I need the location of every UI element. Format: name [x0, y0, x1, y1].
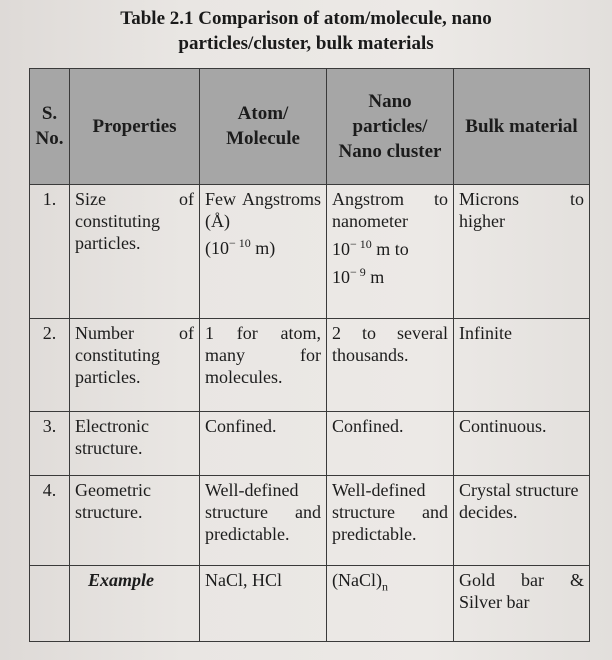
atom-cell: 1 for atom, many for molecules.: [200, 319, 327, 411]
table-row: [30, 565, 590, 641]
nano-cell: [327, 184, 454, 319]
property-cell-example: Example: [70, 565, 200, 641]
header-row: [30, 69, 590, 185]
formula-unit: m): [250, 237, 276, 258]
table-row: [30, 476, 590, 565]
formula-subscript: n: [381, 579, 388, 594]
bulk-cell: Gold bar & Silver bar: [454, 565, 590, 641]
header-properties: Properties: [70, 69, 200, 185]
bulk-cell: Continuous.: [454, 411, 590, 475]
bulk-cell: Microns to higher: [454, 184, 590, 319]
nano-cell: Confined.: [327, 411, 454, 475]
nano-size-formula-2: [332, 266, 448, 288]
atom-size-formula: [205, 237, 321, 259]
formula-exponent: − 9: [350, 264, 366, 279]
formula-base: (NaCl): [332, 569, 382, 590]
comparison-table: [29, 68, 590, 642]
property-cell: Number of constituting particles.: [70, 319, 200, 411]
header-sno: S. No.: [30, 69, 70, 185]
table-row: [30, 184, 590, 319]
nano-cell: [327, 565, 454, 641]
bulk-cell: Infinite: [454, 319, 590, 411]
formula-exponent: − 10: [350, 236, 372, 251]
formula-exponent: − 10: [229, 235, 251, 250]
header-bulk: Bulk material: [454, 69, 590, 185]
table-row: [30, 319, 590, 411]
formula-unit: m to: [371, 238, 409, 259]
caption-line-2: particles/cluster, bulk materials: [178, 33, 434, 54]
bulk-cell: Crystal structure decides.: [454, 476, 590, 565]
row-number: 1.: [30, 184, 70, 319]
property-cell: Electronic structure.: [70, 411, 200, 475]
header-nano: Nano particles/ Nano cluster: [327, 69, 454, 185]
atom-cell: [200, 184, 327, 319]
formula-base: 10: [332, 266, 350, 287]
nano-size-text: Angstrom to nanometer: [332, 188, 448, 231]
atom-cell: Confined.: [200, 411, 327, 475]
row-number: 3.: [30, 411, 70, 475]
caption-line-1: Table 2.1 Comparison of atom/molecule, nano: [120, 8, 492, 29]
table-row: [30, 411, 590, 475]
formula-base: 10: [332, 238, 350, 259]
atom-cell: Well-defined structure and predictable.: [200, 476, 327, 565]
row-number: [30, 565, 70, 641]
atom-size-text: Few Angstroms (Å): [205, 188, 321, 231]
formula-unit: m: [365, 266, 385, 287]
row-number: 2.: [30, 319, 70, 411]
table-caption: [0, 6, 612, 56]
property-cell: Geometric structure.: [70, 476, 200, 565]
row-number: 4.: [30, 476, 70, 565]
formula-base: (10: [205, 237, 229, 258]
atom-cell: NaCl, HCl: [200, 565, 327, 641]
nano-cell: Well-defined structure and predictable.: [327, 476, 454, 565]
nano-cell: 2 to several thousands.: [327, 319, 454, 411]
property-cell: Size of constituting particles.: [70, 184, 200, 319]
nano-size-formula-1: [332, 238, 448, 260]
header-atom-molecule: Atom/ Molecule: [200, 69, 327, 185]
